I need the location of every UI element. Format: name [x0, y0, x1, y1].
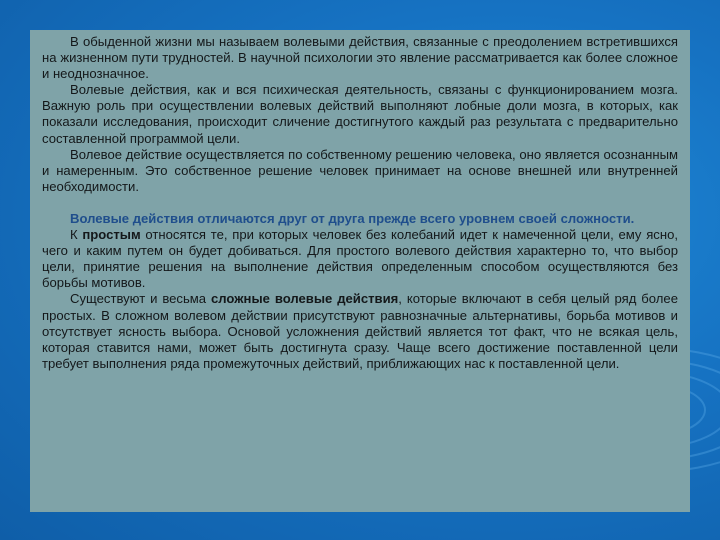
paragraph-3: Волевое действие осуществляется по собственному решению человека, оно является осознанным и намеренным. Это собственное решение человек принимает на основе внешней или внутренней необходимости. — [42, 146, 678, 194]
complex-text: , которые включают в себя целый ряд более простых. В сложном волевом действии присутствуют равнозначные альтернативы, борьба мотивов и отсутствует ясность выбора. Основой усложнения действий является тот факт, что не всякая цель, которая ставится нами, может быть достигнута сразу. Чаще всего достижение поставленной цели требует выполнения ряда промежуточных действий, приближающих нас к поставленной цели. — [42, 291, 678, 371]
simple-text: относятся те, при которых человек без колебаний идет к намеченной цели, ему ясно, чего и каким путем он будет добиваться. Для простого волевого действия характерно то, что выбор цели, принятие решения на выполнение действия определенным способом осуществляются без борьбы мотивов. — [42, 227, 678, 291]
text-panel — [30, 30, 690, 512]
simple-term: простым — [82, 227, 141, 243]
complex-term: сложные волевые действия — [211, 291, 399, 307]
simple-actions-paragraph — [42, 227, 678, 291]
paragraph-2: Волевые действия, как и вся психическая деятельность, связаны с функционированием мозга. Важную роль при осуществлении волевых действий выполняют лобные доли мозга, в которых, как показали исследования, происходит сличение достигнутого каждый раз результата с предварительно составленной программой цели. — [42, 82, 678, 146]
complexity-heading: Волевые действия отличаются друг от друга прежде всего уровнем своей сложности. — [70, 210, 635, 226]
complex-prefix: Существуют и весьма — [70, 291, 211, 307]
paragraph-1: В обыденной жизни мы называем волевыми действия, связанные с преодолением встретившихся на жизненном пути трудностей. В научной психологии это явление рассматривается как более сложное и неоднозначное. — [42, 34, 678, 82]
simple-prefix: К — [70, 227, 83, 243]
complex-actions-paragraph — [42, 291, 678, 371]
